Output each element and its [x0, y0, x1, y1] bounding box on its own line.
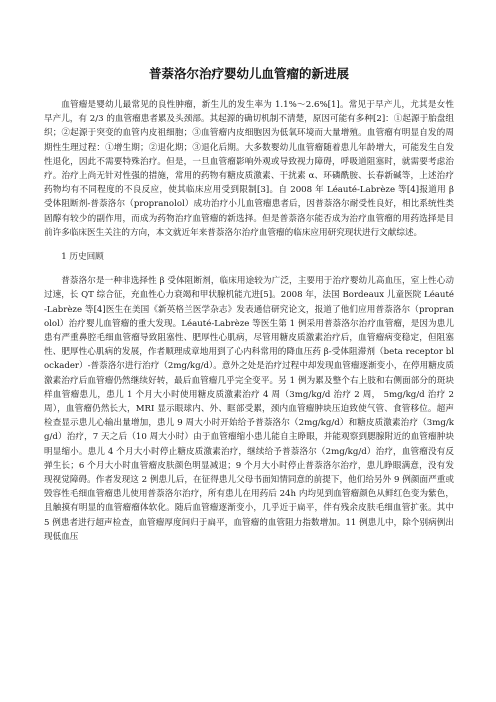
section-heading: 1 历史回顾: [61, 252, 104, 263]
body-paragraph: 普萘洛尔是一种非选择性 β 受体阻断剂，临床用途较为广泛，主要用于治疗婴幼儿高血压，室上性心动过速，长 QT 综合征，充血性心力衰竭和甲状腺机能亢进[5]。2008 年，法国 Bordeaux 儿童医院 Léauté-Labrèze 等[4]医生在美国《新英格兰医学杂志》发表通信研究论文，报道了他们应用普萘洛尔（propranolol）治疗婴儿血管瘤的重大发现。Léauté-Labrèze 等医生第 1 例采用普萘洛尔治疗血管瘤，是因为患儿患有严重鼻腔毛细血管瘤导致阻塞性、肥厚性心肌病，尽管用糖皮质激素治疗后，血管瘤病变稳定，但阻塞性、肥厚性心肌病的发展，作者顺理成章地用到了心内科常用的降血压药 β-受体阻滞剂（beta receptor blockader）-普萘洛尔进行治疗（2mg/kg/d）。意外之处是治疗过程中却发现血管瘤逐渐变小，在停用糖皮质激素治疗后血管瘤仍然继续好转，最后血管瘤几乎完全变平。另 1 例为累及整个右上肢和右侧面部分的斑块样血管瘤患儿，患儿 1 个月大小时使用糖皮质激素治疗 4 周（3mg/kg/d 治疗 2 周， 5mg/kg/d 治疗 2 周），血管瘤仍然长大，MRI 显示眼球内、外、眶部受累，颈内血管瘤肿块压迫致使气管、食管移位。超声检查显示患儿心输出量增加，患儿 9 周大小时开始给予普萘洛尔（2mg/kg/d）和糖皮质激素治疗（3mg/kg/d）治疗，7 天之后（10 周大小时）由于血管瘤缩小患儿能自主睁眼，并能观察到腮腺附近的血管瘤肿块明显缩小。患儿 4 个月大小时停止糖皮质激素治疗，继续给予普萘洛尔（2mg/kg/d）治疗，血管瘤没有反弹生长；6 个月大小时血管瘤皮肤颜色明显减退；9 个月大小时停止普萘洛尔治疗，患儿睁眼满意，没有发现视觉障碍。作者发现这 2 例患儿后，在征得患儿父母书面知情同意的前提下，他们给另外 9 例颜面严重或毁容性毛细血管瘤患儿使用普萘洛尔治疗，所有患儿在用药后 24h 内均见到血管瘤颜色从鲜红色变为紫色，且触摸有明显的血管瘤瘤体软化。随后血管瘤逐渐变小，几乎近于扁平，伴有残余皮肤毛细血管扩张。其中 5 例患者进行超声检查，血管瘤厚度间归于扁平，血管瘤的血管阻力指数增加。11 例患儿中，除个别病例出现低血压: [44, 276, 454, 542]
intro-paragraph: 血管瘤是婴幼儿最常见的良性肿瘤，新生儿的发生率为 1.1%～2.6%[1]。常见于早产儿，尤其是女性早产儿，有 2/3 的血管瘤患者累及头颈部。其起源的确切机制不清楚，原因可能有多种[2]：①起源于胎盘组织；②起源于突变的血管内皮祖细胞；③血管瘤内皮细胞因为低氧环境而大量增殖。血管瘤有明显自发的周期性生理过程：①增生期；②退化期；③退化后期。大多数婴幼儿血管瘤随着患儿年龄增大，可能发生自发性退化，因此不需要特殊治疗。但是，一旦血管瘤影响外观或导致视力障碍，呼吸道阻塞时，就需要考虑治疗。治疗上尚无针对性强的措施，常用的药物有糖皮质激素、干扰素 α、环磷酰胺、长春新碱等，上述治疗药物均有不同程度的不良反应，使其临床应用受到限制[3]。自 2008 年 Léauté-Labrèze 等[4]报道用 β 受体阻断剂-普萘洛尔（propranolol）成功治疗小儿血管瘤患者后，因普萘洛尔耐受性良好，相比系统性类固醇有较少的副作用，而成为药物治疗血管瘤的新选择。但是普萘洛尔能否成为治疗血管瘤的用药选择是目前许多临床医生关注的方向，本文就近年来普萘洛尔治疗血管瘤的临床应用研究现状进行文献综述。: [44, 100, 454, 238]
document-title: 普萘洛尔治疗婴幼儿血管瘤的新进展: [148, 66, 349, 81]
